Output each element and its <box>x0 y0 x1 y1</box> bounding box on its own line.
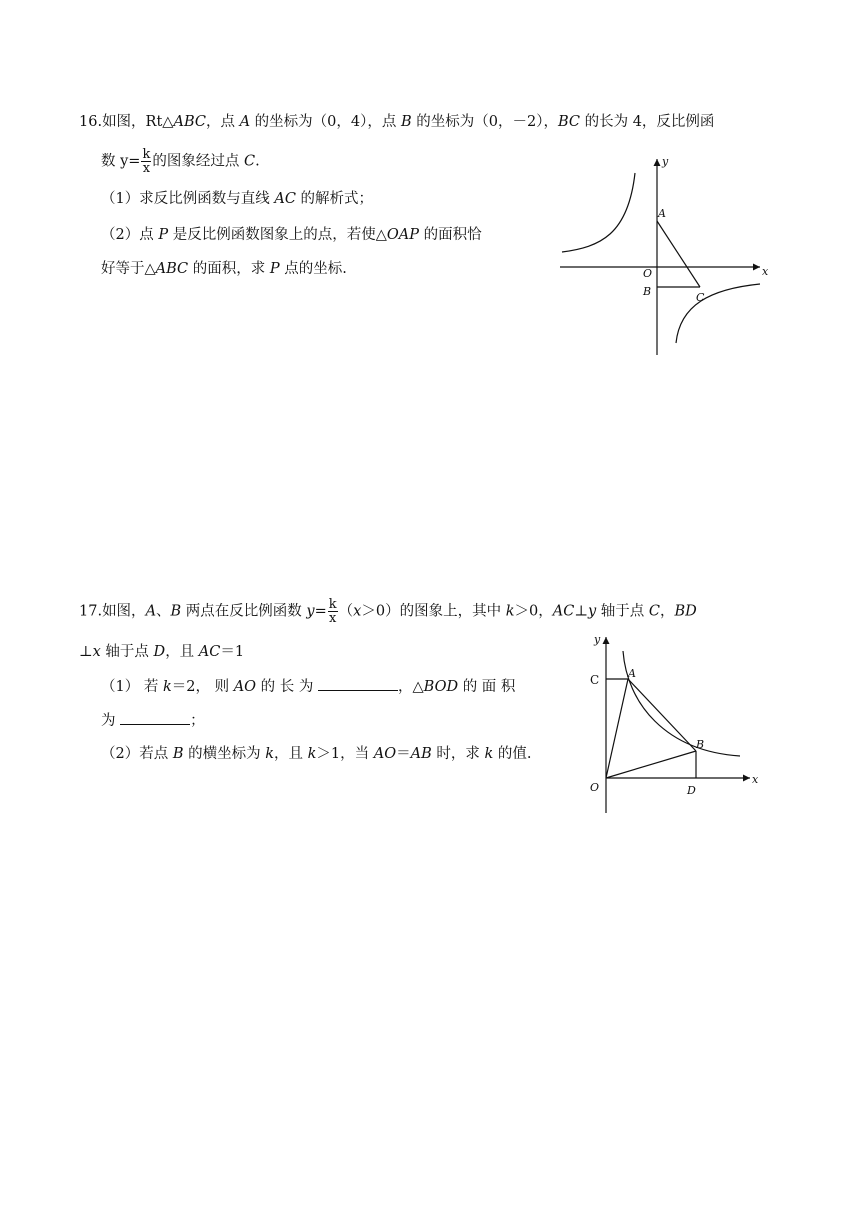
q17-label-C: C <box>590 673 600 687</box>
q17-number: 17. <box>79 603 103 620</box>
q17-label-y: y <box>594 633 601 646</box>
q17-part-2: （2）若点 B 的横坐标为 k，且 k＞1，当 AO＝AB 时，求 k 的值. <box>101 746 532 762</box>
q16-label-O: O <box>643 267 653 280</box>
q16-label-A: A <box>658 207 666 220</box>
q16-label-y: y <box>662 155 669 168</box>
q17-segment-AB <box>628 679 696 751</box>
q17-part-1: （1） 若 k＝2， 则 AO 的 长 为 ，△BOD 的 面 积 <box>101 676 515 697</box>
q16-part-1: （1）求反比例函数与直线 AC 的解析式； <box>101 191 374 207</box>
answer-blank-bod-area[interactable] <box>120 710 190 725</box>
q17-label-D: D <box>687 784 696 797</box>
q17-line-2: ⊥x 轴于点 D，且 AC＝1 <box>79 644 245 660</box>
q16-label-B: B <box>643 285 652 298</box>
q17-part-1-cont: 为 ； <box>101 710 205 731</box>
q16-part-2-cont: 好等于△ABC 的面积，求 P 点的坐标. <box>101 261 347 277</box>
q16-number: 16. <box>79 114 103 130</box>
q17-hyperbola <box>623 651 740 756</box>
q16-segment-AC <box>657 221 700 287</box>
q17-segment-OA <box>606 679 628 778</box>
q17-label-A: A <box>628 667 636 680</box>
q16-part-2: （2）点 P 是反比例函数图象上的点，若使△OAP 的面积恰 <box>101 227 482 243</box>
q17-line-1: 17.如图，A、B 两点在反比例函数 y= $\frac{k}{x}$ （x＞0）的图象上，其中 k＞0，AC⊥y 轴于点 C，BD <box>79 597 697 626</box>
q16-fraction: $\frac{k}{x}$ <box>142 147 151 176</box>
q16-figure <box>560 155 775 360</box>
q17-label-O: O <box>590 781 600 794</box>
q17-segment-OB <box>606 751 696 778</box>
q16-label-C: C <box>696 291 705 304</box>
q16-hyperbola-left <box>562 173 635 252</box>
q17-fraction: $\frac{k}{x}$ <box>328 597 337 626</box>
answer-blank-ao-length[interactable] <box>318 676 398 691</box>
q16-hyperbola-right <box>676 284 760 343</box>
q17-figure <box>580 633 770 815</box>
q16-label-x: x <box>762 265 769 278</box>
q16-line-2: 数 y= $\frac{k}{x}$ 的图象经过点 C. <box>101 147 260 176</box>
q17-label-x: x <box>752 773 759 786</box>
q16-line-1: 16.如图，Rt△ABC，点 A 的坐标为（0，4），点 B 的坐标为（0，－2），BC 的长为 4，反比例函 <box>79 114 715 130</box>
q17-label-B: B <box>696 738 705 751</box>
